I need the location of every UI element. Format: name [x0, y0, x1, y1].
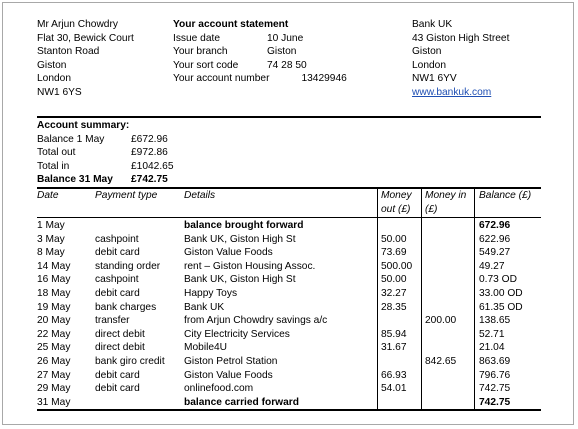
cell-date: 18 May [37, 287, 71, 299]
bank-address-line: NW1 6YV [412, 73, 457, 85]
cell-details: Bank UK [184, 301, 225, 313]
header-money-out: Money out (£) [381, 190, 412, 215]
detail-value: Giston [267, 46, 297, 58]
bank-website-link[interactable]: www.bankuk.com [412, 86, 492, 98]
summary-label: Balance 1 May [37, 133, 105, 145]
detail-label: Your sort code [173, 59, 239, 71]
cell-date: 27 May [37, 369, 71, 381]
summary-row [37, 146, 174, 160]
table-row [37, 382, 541, 396]
cell-date: 22 May [37, 328, 71, 340]
table-row [37, 301, 541, 315]
detail-row-sort-code [173, 59, 347, 73]
cell-date: 29 May [37, 383, 71, 395]
cell-money-out: 32.27 [381, 287, 407, 299]
cell-type: standing order [95, 260, 161, 272]
summary-row [37, 133, 174, 147]
bank-address-line: Bank UK [412, 19, 453, 30]
summary-label: Total out [37, 147, 76, 159]
cell-date: 16 May [37, 274, 71, 286]
cell-money-out: 50.00 [381, 233, 407, 245]
cell-details: balance carried forward [184, 396, 299, 408]
summary-label: Balance 31 May [37, 174, 113, 186]
header-money-in: Money in (£) [425, 190, 467, 215]
cell-money-out: 85.94 [381, 328, 407, 340]
cell-balance: 0.73 OD [479, 274, 517, 286]
header-payment-type: Payment type [95, 190, 158, 201]
summary-value: £672.96 [131, 133, 168, 145]
cell-date: 25 May [37, 342, 71, 354]
cell-balance: 549.27 [479, 247, 511, 259]
cell-date: 14 May [37, 260, 71, 272]
detail-value: 74 28 50 [267, 59, 307, 71]
detail-label: Your branch [173, 46, 228, 58]
cell-date: 19 May [37, 301, 71, 313]
cell-date: 3 May [37, 233, 65, 245]
detail-row-account-number [173, 72, 347, 86]
table-row [37, 314, 541, 328]
customer-address [37, 18, 134, 100]
transactions-table [37, 219, 541, 409]
cell-balance: 61.35 OD [479, 301, 523, 313]
table-row [37, 246, 541, 260]
cell-details: onlinefood.com [184, 383, 254, 395]
customer-address-line: Flat 30, Bewick Court [37, 32, 134, 44]
divider [37, 217, 541, 218]
detail-label: Your account number [173, 73, 270, 85]
cell-money-out: 50.00 [381, 274, 407, 286]
summary-row-closing-balance [37, 173, 174, 187]
customer-address-line: Giston [37, 59, 67, 71]
cell-date: 8 May [37, 247, 65, 259]
header-balance: Balance (£) [479, 190, 532, 201]
cell-details: Giston Value Foods [184, 369, 273, 381]
table-row [37, 396, 541, 410]
statement-header [37, 18, 541, 108]
summary-value: £1042.65 [131, 160, 174, 172]
cell-type: debit card [95, 369, 140, 381]
cell-details: from Arjun Chowdry savings a/c [184, 315, 328, 327]
detail-row-issue-date [173, 32, 347, 46]
cell-date: 26 May [37, 355, 71, 367]
cell-type: bank charges [95, 301, 157, 313]
cell-details: Happy Toys [184, 287, 238, 299]
cell-money-in: 200.00 [425, 315, 457, 327]
cell-type: direct debit [95, 328, 145, 340]
table-row [37, 219, 541, 233]
customer-address-line: NW1 6YS [37, 86, 82, 98]
cell-type: debit card [95, 287, 140, 299]
cell-date: 31 May [37, 396, 71, 408]
cell-details: City Electricity Services [184, 328, 290, 340]
cell-details: rent – Giston Housing Assoc. [184, 260, 316, 272]
statement-title: Your account statement [173, 19, 289, 30]
transactions-header [37, 189, 541, 217]
header-date: Date [37, 190, 59, 201]
cell-balance: 21.04 [479, 342, 505, 354]
account-summary [37, 119, 174, 187]
summary-value: £742.75 [131, 174, 168, 186]
cell-money-in: 842.65 [425, 355, 457, 367]
cell-money-out: 28.35 [381, 301, 407, 313]
cell-balance: 49.27 [479, 260, 505, 272]
summary-value: £972.86 [131, 147, 168, 159]
cell-details: Mobile4U [184, 342, 228, 354]
cell-details: Bank UK, Giston High St [184, 274, 296, 286]
bank-address-line: 43 Giston High Street [412, 32, 510, 44]
table-row [37, 341, 541, 355]
cell-money-out: 66.93 [381, 369, 407, 381]
detail-value: 10 June [267, 32, 304, 44]
table-row [37, 355, 541, 369]
cell-balance: 742.75 [479, 383, 511, 395]
customer-address-line: Mr Arjun Chowdry [37, 19, 118, 30]
detail-value: 13429946 [301, 73, 347, 85]
table-row [37, 369, 541, 383]
table-row [37, 233, 541, 247]
divider [37, 116, 541, 118]
cell-money-out: 73.69 [381, 247, 407, 259]
cell-money-out: 54.01 [381, 383, 407, 395]
cell-balance: 796.76 [479, 369, 511, 381]
cell-type: debit card [95, 383, 140, 395]
cell-balance: 33.00 OD [479, 287, 523, 299]
cell-money-out: 31.67 [381, 342, 407, 354]
cell-date: 20 May [37, 315, 71, 327]
cell-details: Giston Petrol Station [184, 355, 278, 367]
cell-type: transfer [95, 315, 130, 327]
summary-title: Account summary: [37, 120, 130, 131]
table-row [37, 260, 541, 274]
summary-row [37, 160, 174, 174]
bank-address [412, 18, 509, 100]
cell-money-out: 500.00 [381, 260, 413, 272]
cell-date: 1 May [37, 220, 65, 231]
cell-balance: 52.71 [479, 328, 505, 340]
cell-balance: 742.75 [479, 396, 511, 408]
cell-details: balance brought forward [184, 220, 304, 231]
cell-type: cashpoint [95, 274, 139, 286]
table-row [37, 328, 541, 342]
table-row [37, 287, 541, 301]
cell-type: direct debit [95, 342, 145, 354]
cell-type: debit card [95, 247, 140, 259]
divider [37, 409, 541, 411]
cell-balance: 138.65 [479, 315, 511, 327]
cell-balance: 672.96 [479, 220, 511, 231]
table-row [37, 273, 541, 287]
account-details [173, 18, 347, 86]
detail-label: Issue date [173, 32, 221, 44]
cell-details: Bank UK, Giston High St [184, 233, 296, 245]
cell-details: Giston Value Foods [184, 247, 273, 259]
customer-address-line: Stanton Road [37, 46, 100, 58]
bank-address-line: London [412, 59, 446, 71]
bank-statement-document [37, 18, 541, 408]
cell-type: cashpoint [95, 233, 139, 245]
bank-address-line: Giston [412, 46, 442, 58]
cell-type: bank giro credit [95, 355, 165, 367]
summary-label: Total in [37, 160, 70, 172]
cell-balance: 863.69 [479, 355, 511, 367]
cell-balance: 622.96 [479, 233, 511, 245]
customer-address-line: London [37, 73, 71, 85]
header-details: Details [184, 190, 216, 201]
detail-row-branch [173, 45, 347, 59]
